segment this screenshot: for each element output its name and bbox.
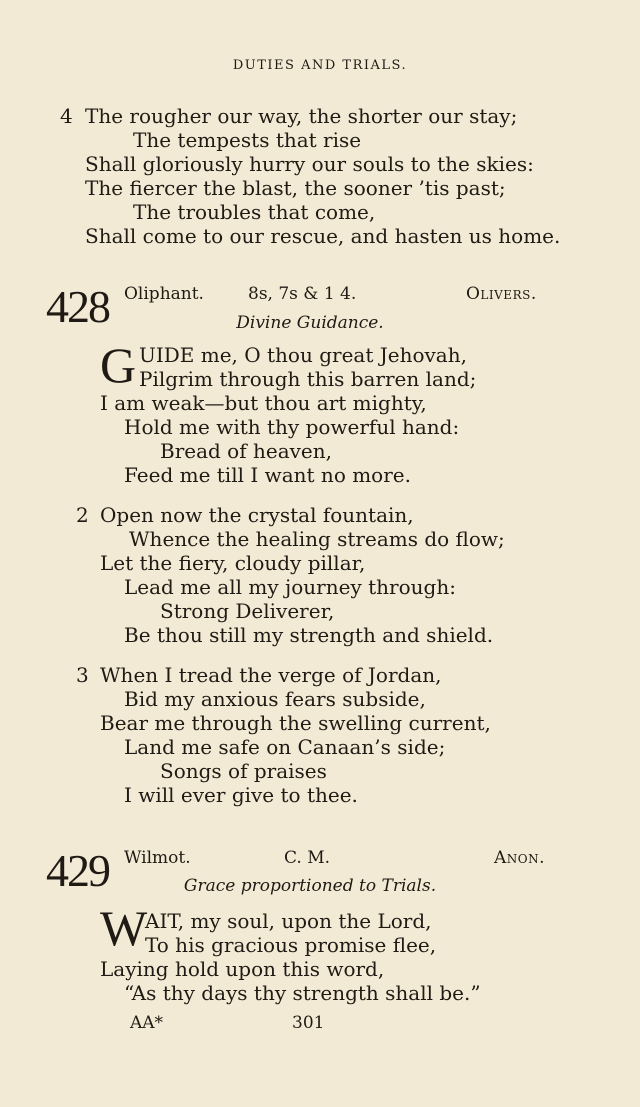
verse-line: Shall come to our rescue, and hasten us home.: [85, 224, 561, 248]
verse-line: Feed me till I want no more.: [124, 463, 411, 487]
stanza-number: 3: [76, 663, 89, 687]
verse-line: I am weak—but thou art mighty,: [100, 391, 427, 415]
verse-line: Pilgrim through this barren land;: [139, 367, 477, 391]
verse-line: Bear me through the swelling current,: [100, 711, 491, 735]
stanza-number: 4: [60, 104, 73, 128]
verse-line: AIT, my soul, upon the Lord,: [145, 909, 432, 933]
hymn-number: 429: [46, 845, 109, 896]
verse-line: “As thy days thy strength shall be.”: [124, 981, 481, 1005]
meter: C. M.: [284, 848, 331, 868]
verse-line: Be thou still my strength and shield.: [124, 623, 494, 647]
verse-line: Strong Deliverer,: [160, 599, 335, 623]
verse-line: Bid my anxious fears subside,: [124, 687, 426, 711]
verse-line: Songs of praises: [160, 759, 327, 783]
drop-cap: W: [100, 900, 148, 956]
verse-line: To his gracious promise flee,: [145, 933, 437, 957]
verse-line: The tempests that rise: [133, 128, 362, 152]
page-number: 301: [292, 1013, 325, 1033]
running-header: DUTIES AND TRIALS.: [232, 58, 408, 73]
verse-line: Open now the crystal fountain,: [100, 503, 414, 527]
verse-line: Land me safe on Canaan’s side;: [124, 735, 446, 759]
verse-line: Bread of heaven,: [160, 439, 332, 463]
verse-line: The rougher our way, the shorter our stay;: [85, 104, 518, 128]
hymn-title: Divine Guidance.: [236, 313, 384, 333]
tune-name: Wilmot.: [124, 848, 191, 868]
verse-line: UIDE me, O thou great Jehovah,: [139, 343, 467, 367]
stanza-number: 2: [76, 503, 89, 527]
verse-line: When I tread the verge of Jordan,: [100, 663, 442, 687]
author-name: Olivers.: [466, 284, 537, 304]
verse-line: The fiercer the blast, the sooner ’tis past;: [85, 176, 506, 200]
hymn-title: Grace proportioned to Trials.: [183, 876, 437, 896]
meter: 8s, 7s & 1 4.: [248, 284, 357, 304]
author-name: Anon.: [494, 848, 546, 868]
verse-line: Laying hold upon this word,: [100, 957, 385, 981]
verse-line: The troubles that come,: [133, 200, 376, 224]
verse-line: Hold me with thy powerful hand:: [124, 415, 460, 439]
signature-mark: AA*: [130, 1013, 164, 1033]
verse-line: Lead me all my journey through:: [124, 575, 456, 599]
verse-line: Shall gloriously hurry our souls to the skies:: [85, 152, 534, 176]
hymn-number: 428: [46, 281, 109, 332]
verse-line: I will ever give to thee.: [124, 783, 358, 807]
drop-cap: G: [100, 337, 137, 393]
verse-line: Whence the healing streams do flow;: [129, 527, 505, 551]
verse-line: Let the fiery, cloudy pillar,: [100, 551, 366, 575]
tune-name: Oliphant.: [124, 284, 204, 304]
